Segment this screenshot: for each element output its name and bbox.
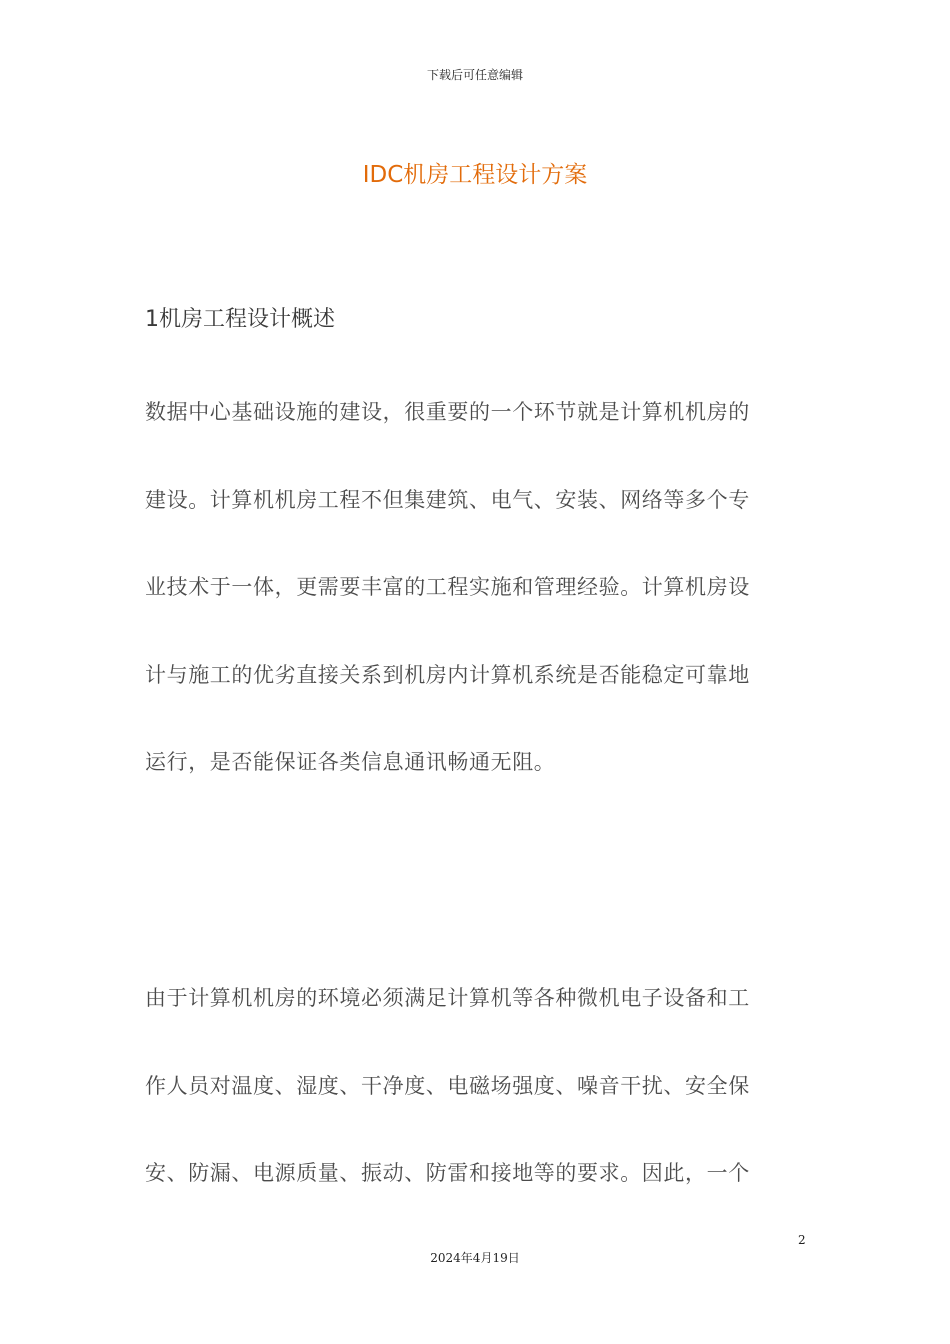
page-header: 下载后可任意编辑 [426,68,523,82]
footer-date: 2024年4月19日 [430,1251,520,1265]
paragraph-line: 由于计算机机房的环境必须满足计算机等各种微机电子设备和工 [145,986,750,1010]
paragraph-line: 计与施工的优劣直接关系到机房内计算机系统是否能稳定可靠地 [145,662,750,687]
paragraph-2 [145,983,795,1246]
paragraph-line: 安、防漏、电源质量、振动、防雷和接地等的要求。因此，一个 [145,1161,750,1185]
paragraph-line: 运行，是否能保证各类信息通讯畅通无阻。 [145,750,556,774]
page-number: 2 [798,1233,806,1247]
paragraph-line: 数据中心基础设施的建设，很重要的一个环节就是计算机机房的 [145,400,750,424]
paragraph-1 [145,397,795,835]
section-heading: 1机房工程设计概述 [145,307,335,332]
paragraph-line: 建设。计算机机房工程不但集建筑、电气、安装、网络等多个专 [145,487,750,512]
paragraph-line: 业技术于一体，更需要丰富的工程实施和管理经验。计算机房设 [145,575,750,599]
document-title: IDC机房工程设计方案 [362,162,588,188]
paragraph-line: 作人员对温度、湿度、干净度、电磁场强度、噪音干扰、安全保 [145,1073,750,1098]
